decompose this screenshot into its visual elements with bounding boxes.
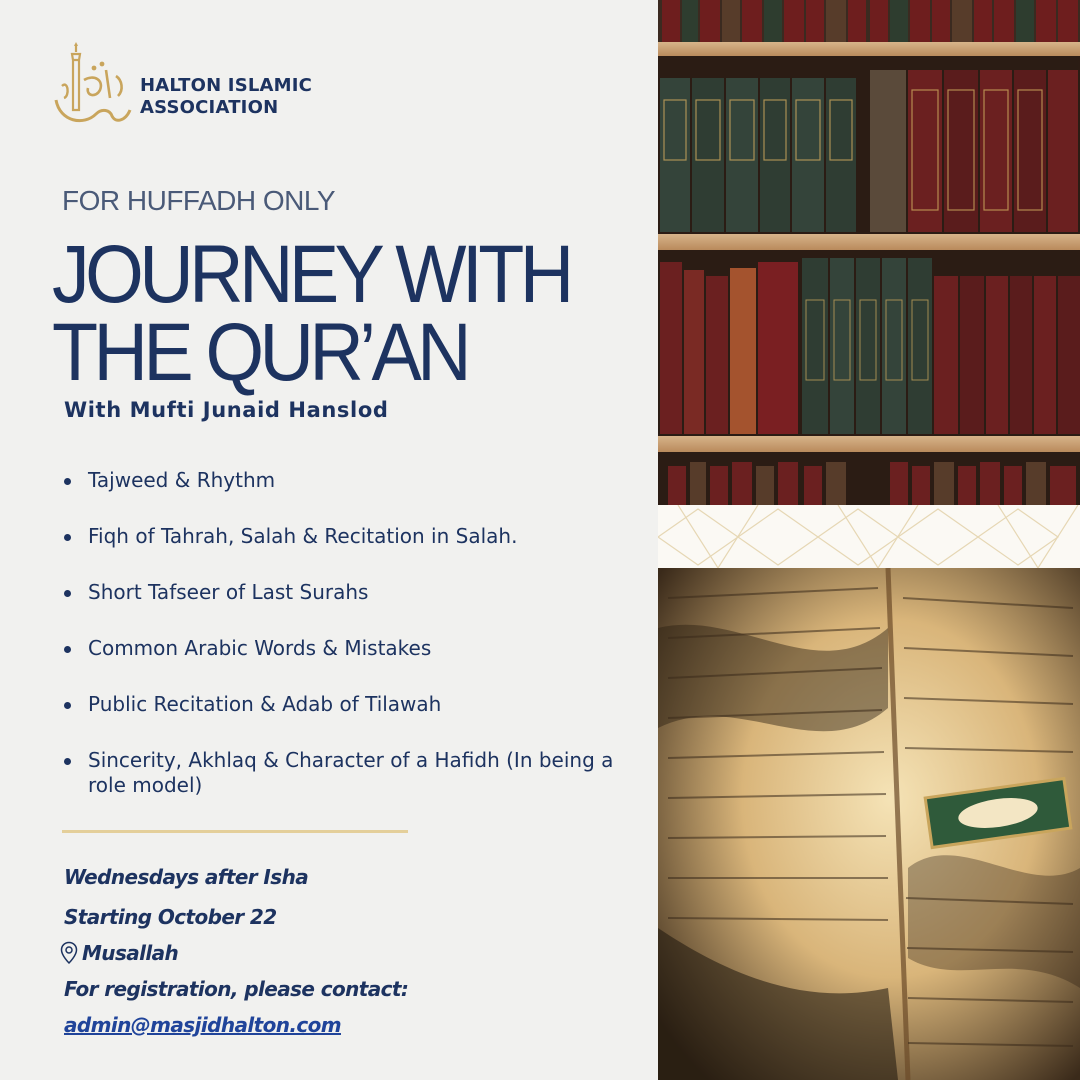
mosque-logo-icon	[50, 40, 134, 132]
registration-email-link[interactable]: admin@masjidhalton.com	[64, 1013, 341, 1037]
open-quran-image	[658, 568, 1080, 1080]
registration-text: For registration, please contact:	[64, 977, 409, 1001]
event-title-line2: THE QUR’AN	[52, 307, 468, 398]
topic-item-sincerity: Sincerity, Akhlaq & Character of a Hafidh (In being a role model)	[62, 748, 622, 798]
topic-item-tajweed: Tajweed & Rhythm	[62, 468, 622, 493]
topic-item-arabic-words: Common Arabic Words & Mistakes	[62, 636, 622, 661]
event-location-label: Musallah	[82, 941, 179, 965]
location-pin-icon	[60, 941, 78, 965]
speaker-subtitle: With Mufti Junaid Hanslod	[64, 398, 389, 422]
organization-name	[140, 75, 312, 119]
topic-item-fiqh: Fiqh of Tahrah, Salah & Recitation in Salah.	[62, 524, 622, 549]
geometric-pattern-band	[658, 505, 1080, 568]
topic-item-tafseer: Short Tafseer of Last Surahs	[62, 580, 622, 605]
event-start-date: Starting October 22	[64, 905, 277, 929]
audience-tagline: FOR HUFFADH ONLY	[62, 185, 336, 216]
topic-item-public-recitation: Public Recitation & Adab of Tilawah	[62, 692, 622, 717]
organization-name-line1: HALTON ISLAMIC	[140, 75, 313, 96]
gold-divider	[62, 830, 408, 833]
event-title-line1: JOURNEY WITH	[52, 229, 570, 320]
photo-panel	[658, 0, 1080, 1080]
event-day: Wednesdays after Isha	[64, 865, 309, 889]
event-location	[60, 941, 178, 965]
bookshelf-image	[658, 0, 1080, 505]
event-title	[52, 229, 570, 398]
organization-name-line2: ASSOCIATION	[140, 97, 279, 118]
topics-list	[62, 468, 622, 829]
